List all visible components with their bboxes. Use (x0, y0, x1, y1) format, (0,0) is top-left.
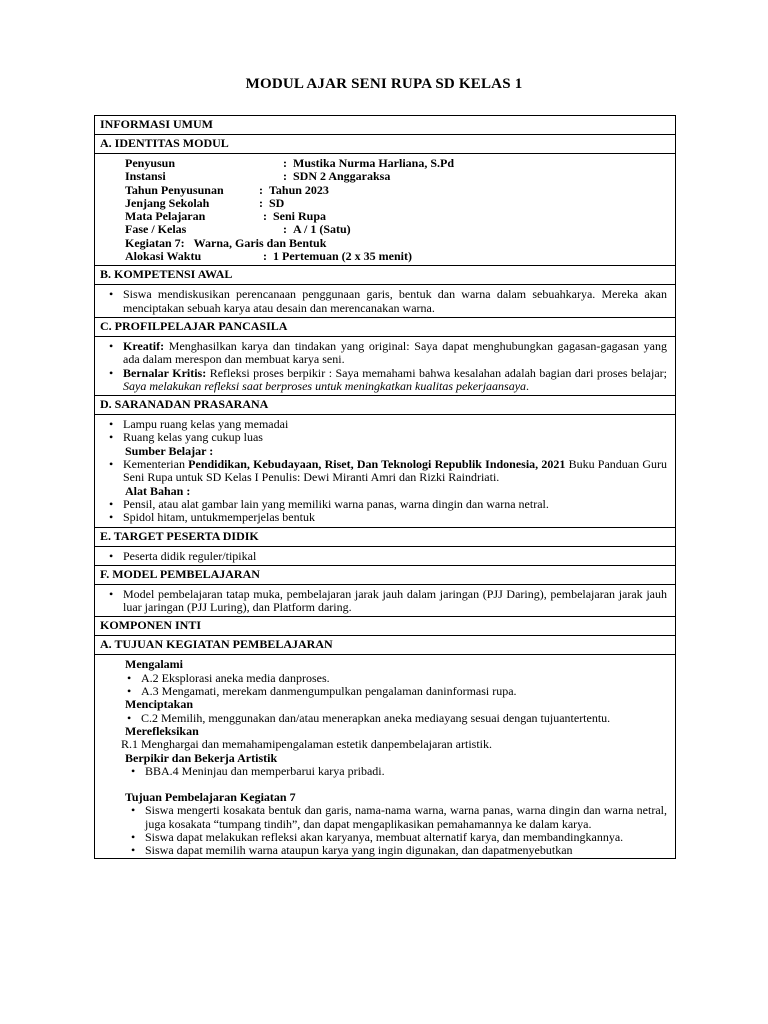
model-header: F. MODEL PEMBELAJARAN (95, 565, 676, 584)
kompetensi-header: B. KOMPETENSI AWAL (95, 266, 676, 285)
kompetensi-body (95, 285, 676, 318)
menciptakan-label: Menciptakan (125, 697, 194, 712)
kompetensi-item: • Siswa mendiskusikan perencanaan penggunaan garis, bentuk dan warna dalam sebuahkarya. Mereka akan menciptakan sebuah karya atau desain dan merencanakan warna. (105, 288, 667, 315)
alat-label: Alat Bahan : (125, 483, 191, 498)
id-row-tahun: Tahun Penyusunan : Tahun 2023 (125, 182, 329, 197)
id-row-fase: Fase / Kelas : A / 1 (Satu) (125, 222, 351, 237)
tujuan-body (95, 655, 676, 858)
mengalami-item: • A.3 Mengamati, merekam danmengumpulkan pengalaman daninformasi rupa. (123, 685, 667, 698)
menciptakan-item: • C.2 Memilih, menggunakan dan/atau menerapkan aneka mediayang sesuai dengan tujuantertentu. (123, 712, 667, 725)
tujuan7-label: Tujuan Pembelajaran Kegiatan 7 (125, 790, 296, 805)
page-title: MODUL AJAR SENI RUPA SD KELAS 1 (245, 76, 523, 92)
id-row-jenjang: Jenjang Sekolah : SD (125, 195, 285, 210)
tujuan7-item: • Siswa dapat memilih warna ataupun karya yang ingin digunakan, dan dapatmenyebutkan (127, 844, 667, 857)
sumber-label: Sumber Belajar : (125, 443, 214, 458)
id-row-alokasi: Alokasi Waktu : 1 Pertemuan (2 x 35 menit) (125, 249, 412, 264)
tujuan7-item: • Siswa dapat melakukan refleksi akan karyanya, membuat alternatif karya, dan membandingkannya. (127, 831, 667, 844)
alat-item: • Pensil, atau alat gambar lain yang memiliki warna panas, warna dingin dan warna netral. (105, 498, 667, 511)
profil-item-bernalar: • Bernalar Kritis: Refleksi proses berpikir : Saya memahami bahwa kesalahan adalah bagian dari proses belajar; Saya melakukan refleksi saat berproses untuk meningkatkan kualitas pekerjaansaya. (105, 367, 667, 394)
profil-item-kreatif: • Kreatif: Menghasilkan karya dan tindakan yang original: Saya dapat menghubungkan gagasan-gagasan yang ada dalam merespon dan membuat karya seni. (105, 340, 667, 367)
model-body (95, 584, 676, 617)
mengalami-item: • A.2 Eksplorasi aneka media danproses. (123, 672, 667, 685)
tujuan7-item: • Siswa mengerti kosakata bentuk dan garis, nama-nama warna, warna panas, warna dingin dan warna netral, juga kosakata “tumpang tindih”, dan dapat mengaplikasikan pemahamannya ke dalam karya. (127, 804, 667, 831)
sarana-item: • Lampu ruang kelas yang memadai (105, 418, 667, 431)
sarana-header: D. SARANADAN PRASARANA (95, 396, 676, 415)
model-item: • Model pembelajaran tatap muka, pembelajaran jarak jauh dalam jaringan (PJJ Daring), pembelajaran jarak jauh luar jaringan (PJJ Luring), dan Platform daring. (105, 588, 667, 615)
identitas-body (95, 154, 676, 266)
profil-body (95, 336, 676, 395)
profil-header: C. PROFILPELAJAR PANCASILA (95, 317, 676, 336)
id-row-kegiatan: Kegiatan 7: Warna, Garis dan Bentuk (125, 235, 327, 250)
mengalami-label: Mengalami (125, 657, 183, 672)
alat-item: • Spidol hitam, untukmemperjelas bentuk (105, 511, 667, 524)
komponen-inti-header: KOMPONEN INTI (95, 617, 676, 636)
merefleksikan-text: R.1 Menghargai dan memahamipengalaman estetik danpembelajaran artistik. (121, 737, 492, 752)
sarana-body (95, 415, 676, 527)
id-row-mapel: Mata Pelajaran : Seni Rupa (125, 209, 327, 224)
target-body (95, 546, 676, 565)
module-table (94, 115, 676, 859)
berpikir-label: Berpikir dan Bekerja Artistik (125, 750, 278, 765)
target-item: • Peserta didik reguler/tipikal (105, 550, 667, 563)
informasi-umum-header: INFORMASI UMUM (95, 116, 676, 135)
identitas-header: A. IDENTITAS MODUL (95, 135, 676, 154)
id-row-instansi: Instansi : SDN 2 Anggaraksa (125, 169, 391, 184)
merefleksikan-label: Merefleksikan (125, 723, 199, 738)
id-row-penyusun: Penyusun : Mustika Nurma Harliana, S.Pd (125, 156, 455, 170)
sarana-item: • Ruang kelas yang cukup luas (105, 431, 667, 444)
target-header: E. TARGET PESERTA DIDIK (95, 527, 676, 546)
berpikir-item: • BBA.4 Meninjau dan memperbarui karya pribadi. (127, 765, 667, 778)
sumber-item: • Kementerian Pendidikan, Kebudayaan, Riset, Dan Teknologi Republik Indonesia, 2021 Buku Panduan Guru Seni Rupa untuk SD Kelas I Penulis: Dewi Miranti Amri dan Rizki Raindriati. (105, 458, 667, 485)
tujuan-header: A. TUJUAN KEGIATAN PEMBELAJARAN (95, 636, 676, 655)
